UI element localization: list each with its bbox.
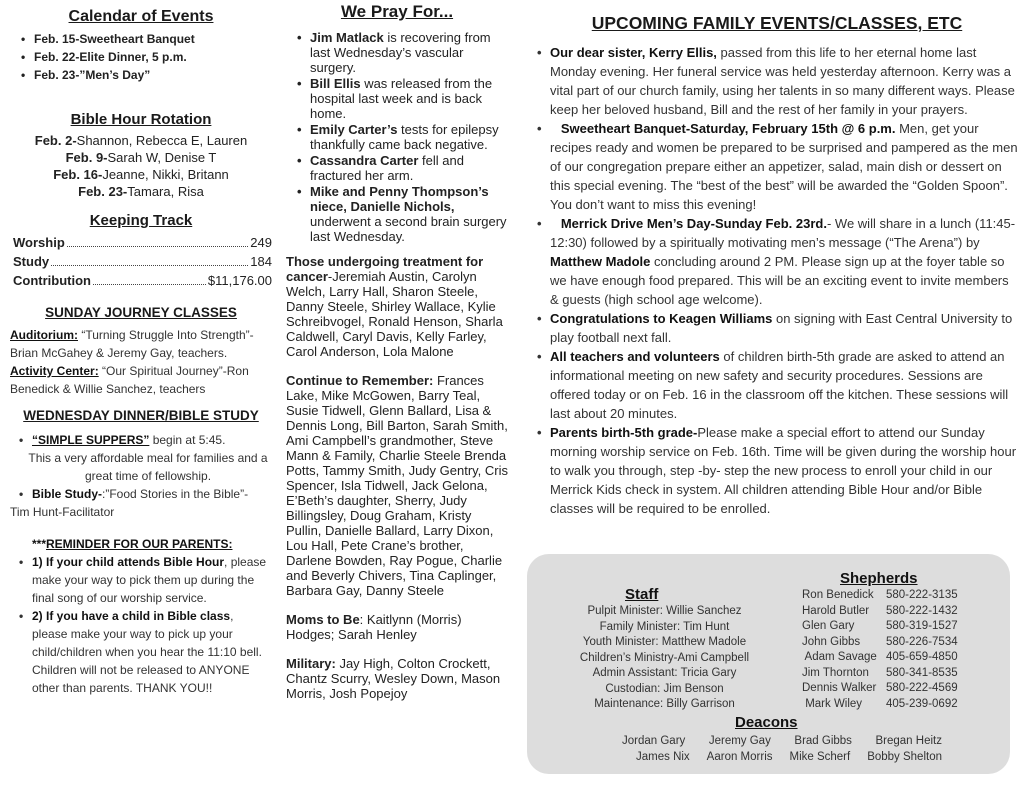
pray-item-name: Jim Matlack	[310, 30, 384, 45]
shepherd-phone: 580-222-4569	[886, 682, 958, 694]
pray-list	[286, 30, 508, 244]
pray-item	[310, 153, 508, 183]
shepherd-row	[802, 650, 1002, 666]
wednesday-title: WEDNESDAY DINNER/BIBLE STUDY	[23, 408, 259, 423]
reminder-item-bold: 2) If you have a child in Bible class	[32, 609, 231, 623]
rotation-names: Sarah W, Denise T	[107, 150, 217, 165]
shepherd-phone: 580-222-3135	[886, 589, 958, 601]
pray-item	[310, 122, 508, 152]
middle-column	[286, 0, 508, 701]
left-column	[10, 0, 272, 697]
suppers-text: begin at 5:45.	[149, 433, 226, 447]
wednesday-suppers	[32, 431, 272, 449]
rotation-row	[10, 183, 272, 200]
deacon-name: James Nix	[636, 750, 690, 763]
staff-line: Pulpit Minister: Willie Sanchez	[587, 605, 742, 617]
shepherd-row	[802, 588, 1002, 604]
track-label: Study	[13, 254, 50, 269]
wednesday-list	[10, 431, 272, 503]
deacon-name: Bregan Heitz	[875, 735, 942, 747]
deacons-title: Deacons	[735, 714, 798, 731]
shepherd-name: John Gibbs	[802, 635, 861, 648]
remember-label: Continue to Remember:	[286, 373, 434, 388]
moms-label: Moms to Be	[286, 612, 360, 627]
sunday-activity-center	[10, 362, 272, 398]
rotation-row	[10, 132, 272, 149]
staff-line: Custodian: Jim Benson	[605, 682, 724, 695]
military-label: Military:	[286, 656, 336, 671]
keeping-track-row	[10, 252, 272, 271]
suppers-label: “SIMPLE SUPPERS”	[32, 433, 150, 447]
event-item	[550, 347, 1018, 423]
deacons-row	[622, 750, 942, 766]
track-value: 249	[250, 235, 272, 250]
track-label: Contribution	[13, 273, 91, 288]
pray-item	[310, 30, 508, 75]
event-item	[550, 43, 1018, 119]
reminder-item	[32, 607, 272, 697]
staff-line: Youth Minister: Matthew Madole	[582, 636, 747, 648]
rotation-row	[10, 166, 272, 183]
wednesday-study	[32, 485, 272, 503]
shepherd-phone: 580-319-1527	[886, 620, 958, 632]
calendar-title: Calendar of Events	[68, 8, 214, 25]
shepherd-row	[802, 619, 1002, 635]
keeping-track-title: Keeping Track	[89, 212, 193, 229]
event-item	[550, 214, 1018, 309]
reminder-prefix: ***	[32, 537, 47, 551]
staff-line: Maintenance: Billy Garrison	[594, 698, 735, 710]
shepherd-phone: 405-239-0692	[886, 697, 958, 710]
staff-line: Admin Assistant: Tricia Gary	[592, 667, 737, 679]
rotation-names: Jeanne, Nikki, Britann	[102, 167, 229, 182]
deacon-name: Bobby Shelton	[867, 750, 942, 763]
reminder-title: REMINDER FOR OUR PARENTS:	[46, 537, 233, 551]
staff-box	[527, 554, 1010, 774]
pray-title: We Pray For...	[340, 2, 454, 21]
reminder-list	[10, 553, 272, 697]
event-text: concluding around 2 PM. Please sign up at the foyer table so we have enough food prepared. This will be an exciting event to invite members & guests (high school age welcome).	[550, 254, 1009, 307]
shepherd-name: Jim Thornton	[802, 666, 869, 679]
reminder-item-text: , please make your way to pick them up during the final song of our worship service.	[32, 555, 267, 605]
deacon-name: Jeremy Gay	[708, 735, 771, 747]
shepherd-phone: 405-659-4850	[886, 651, 958, 663]
study-label: Bible Study-	[32, 487, 103, 501]
deacon-name: Mike Scherf	[789, 750, 851, 763]
study-text: :”Food Stories in the Bible”-	[102, 487, 249, 501]
reminder-item	[32, 553, 272, 607]
staff-line: Family Minister: Tim Hunt	[599, 620, 730, 633]
deacon-name: Brad Gibbs	[794, 735, 852, 747]
treatment-label: Those undergoing treatment for cancer	[286, 254, 484, 284]
shepherd-name: Ron Benedick	[802, 589, 874, 601]
wednesday-suppers-desc: This a very affordable meal for families and a great time of fellowship.	[28, 451, 268, 483]
reminder-heading	[10, 535, 272, 553]
event-text: passed from this life to her eternal home last Monday evening. Her funeral service was held yesterday afternoon. Kerry was a vital part of our church family, using her talents in so many different ways. Please keep her beloved husband, Bill and the rest of her family in your prayers.	[550, 45, 1015, 117]
shepherd-row	[802, 697, 1002, 713]
event-bold: Parents birth-5th grade-	[550, 425, 698, 440]
shepherd-phone: 580-226-7534	[886, 635, 958, 648]
calendar-item: • Feb. 15-Sweetheart Banquet	[34, 30, 272, 48]
shepherd-name: Adam Savage	[802, 651, 877, 663]
events-list	[536, 43, 1018, 518]
rotation-names: Shannon, Rebecca E, Lauren	[76, 133, 248, 148]
event-bold: Sweetheart Banquet-Saturday, February 15th @ 6 p.m.	[550, 121, 896, 136]
shepherd-name: Dennis Walker	[802, 682, 877, 694]
shepherd-name: Mark Wiley	[802, 697, 863, 710]
shepherd-phone: 580-222-1432	[886, 604, 958, 617]
moms-to-be	[286, 612, 508, 642]
keeping-track-list	[10, 233, 272, 290]
pray-item-text: was released from the hospital last week and is back home.	[310, 76, 493, 121]
event-bold: All teachers and volunteers	[550, 349, 720, 364]
shepherd-row	[802, 681, 1002, 697]
event-text: - We will share in a lunch (11:45-12:30) followed by a spiritually motivating men’s message (“The Arena”) by	[550, 216, 1016, 250]
event-text: Please make a special effort to attend our Sunday morning worship service on Feb. 16th. Time will be given during the worship hour to walk you through, step -by- step the new process to enroll your child in our Merrick Kids check in system. All children attending Bible Hour and/or Bible classes will be required to be enrolled.	[550, 425, 1017, 516]
events-title: UPCOMING FAMILY EVENTS/CLASSES, ETC	[591, 13, 963, 33]
track-value: 184	[250, 254, 272, 269]
rotation-date: Feb. 9-	[65, 150, 108, 165]
reminder-item-text: , please make your way to pick up your child/children when you hear the 11:10 bell. Children will not be released to ANYONE other than parents. THANK YOU!!	[32, 609, 262, 695]
staff-title: Staff	[625, 586, 659, 603]
shepherd-name: Harold Butler	[802, 604, 870, 617]
activity-text: “Our Spiritual Journey”-Ron Benedick & Willie Sanchez, teachers	[10, 364, 249, 396]
deacon-name: Jordan Gary	[622, 735, 686, 747]
reminder-item-bold: 1) If your child attends Bible Hour	[32, 555, 225, 569]
bible-hour-title: Bible Hour Rotation	[70, 111, 212, 128]
calendar-item: • Feb. 23-”Men’s Day”	[34, 66, 272, 84]
rotation-date: Feb. 2-	[34, 133, 77, 148]
staff-list	[547, 604, 782, 713]
event-bold: Merrick Drive Men’s Day-Sunday Feb. 23rd.	[550, 216, 827, 231]
event-bold: Our dear sister, Kerry Ellis,	[550, 45, 717, 60]
keeping-track-row	[10, 271, 272, 290]
right-column	[536, 0, 1018, 518]
shepherds-list	[802, 588, 1002, 712]
pray-item-name: Mike and Penny Thompson’s niece, Danielle Nichols,	[310, 184, 489, 214]
event-item	[550, 309, 1018, 347]
cancer-treatment	[286, 254, 508, 359]
pray-item	[310, 76, 508, 121]
calendar-item: • Feb. 22-Elite Dinner, 5 p.m.	[34, 48, 272, 66]
continue-remember	[286, 373, 508, 598]
pray-item-text: fell and fractured her arm.	[310, 153, 464, 183]
keeping-track-row	[10, 233, 272, 252]
event-bold: Matthew Madole	[550, 254, 651, 269]
track-value: $11,176.00	[207, 273, 272, 288]
treatment-text: -Jeremiah Austin, Carolyn Welch, Larry Hall, Sharon Steele, Danny Steele, Shirley Wallace, Kylie Schreibvogel, Ronald Henson, Sharla Caldwell, Caryl Davis, Kelly Farley, Carol Anderson, Lola Malone	[286, 269, 503, 359]
rotation-names: Tamara, Risa	[127, 184, 204, 199]
pray-item-text: is recovering from last Wednesday’s vascular surgery.	[310, 30, 491, 75]
pray-item-name: Cassandra Carter	[310, 153, 419, 168]
sunday-classes-title: SUNDAY JOURNEY CLASSES	[45, 305, 237, 320]
event-item	[550, 119, 1018, 214]
deacons-row	[622, 734, 942, 750]
remember-text: Frances Lake, Mike McGowen, Barry Teal, Susie Tidwell, Glenn Ballard, Lisa & Dennis Long, Bill Barton, Sarah Smith, Ami Campbell’s grandmother, Steve Mann & Family, Charlie Steele Brenda Potts, Tammy Smith, Judy Gentry, Cris Spencer, Isla Tidwell, Jack Gelona, E’Beth’s daughter, Sherry, Judy Billingsley, Doug Graham, Kristy Pullin, Danielle Ballard, Larry Dixon, Lou Hall, Pete Crane’s brother, Darlene Bowden, Ray Pogue, Charlie and Beverly Chivers, Tina Caplinger, Barbara Gay, Danny Steele	[286, 373, 509, 598]
deacon-name: Aaron Morris	[706, 750, 773, 763]
activity-label: Activity Center:	[10, 364, 99, 378]
event-text: Men, get your recipes ready and women be prepared to be surprised and pampered as the men of our congregation prepare either an appetizer, salad, main dish or dessert on this special evening. The “best of the best” will be awarded the “Golden Spoon”. You don’t want to miss this evening!	[550, 121, 1018, 212]
pray-item-name: Bill Ellis	[310, 76, 361, 91]
military	[286, 656, 508, 701]
deacons-list	[622, 734, 942, 765]
rotation-date: Feb. 16-	[53, 167, 103, 182]
pray-item-name: Emily Carter’s	[310, 122, 398, 137]
shepherd-name: Glen Gary	[802, 620, 855, 632]
wednesday-facilitator: Tim Hunt-Facilitator	[10, 505, 115, 519]
event-text: of children birth-5th grade are asked to attend an informational meeting on new safety and security procedures. Sessions are offered today or on Feb. 16 in the classroom off the kitchen. These sessions will last about 20 minutes.	[550, 349, 1009, 421]
shepherd-row	[802, 635, 1002, 651]
event-text: on signing with East Central University to play football next fall.	[550, 311, 1013, 345]
track-label: Worship	[13, 235, 65, 250]
auditorium-text: “Turning Struggle Into Strength”-Brian McGahey & Jeremy Gay, teachers.	[10, 328, 254, 360]
moms-text: : Kaitlynn (Morris) Hodges; Sarah Henley	[286, 612, 462, 642]
bible-hour-list	[10, 132, 272, 200]
shepherd-phone: 580-341-8535	[886, 666, 958, 679]
pray-item-text: underwent a second brain surgery last Wednesday.	[310, 214, 507, 244]
rotation-date: Feb. 23-	[78, 184, 128, 199]
auditorium-label: Auditorium:	[10, 328, 78, 342]
pray-item	[310, 184, 508, 244]
shepherd-row	[802, 604, 1002, 620]
military-text: Jay High, Colton Crockett, Chantz Scurry, Wesley Down, Mason Morris, Josh Popejoy	[286, 656, 501, 701]
shepherds-title: Shepherds	[840, 570, 918, 587]
pray-item-text: tests for epilepsy thankfully came back negative.	[310, 122, 499, 152]
event-bold: Congratulations to Keagen Williams	[550, 311, 773, 326]
sunday-auditorium	[10, 326, 272, 362]
staff-line: Children’s Ministry-Ami Campbell	[579, 651, 750, 664]
event-item	[550, 423, 1018, 518]
calendar-list	[10, 30, 272, 84]
shepherd-row	[802, 666, 1002, 682]
rotation-row	[10, 149, 272, 166]
